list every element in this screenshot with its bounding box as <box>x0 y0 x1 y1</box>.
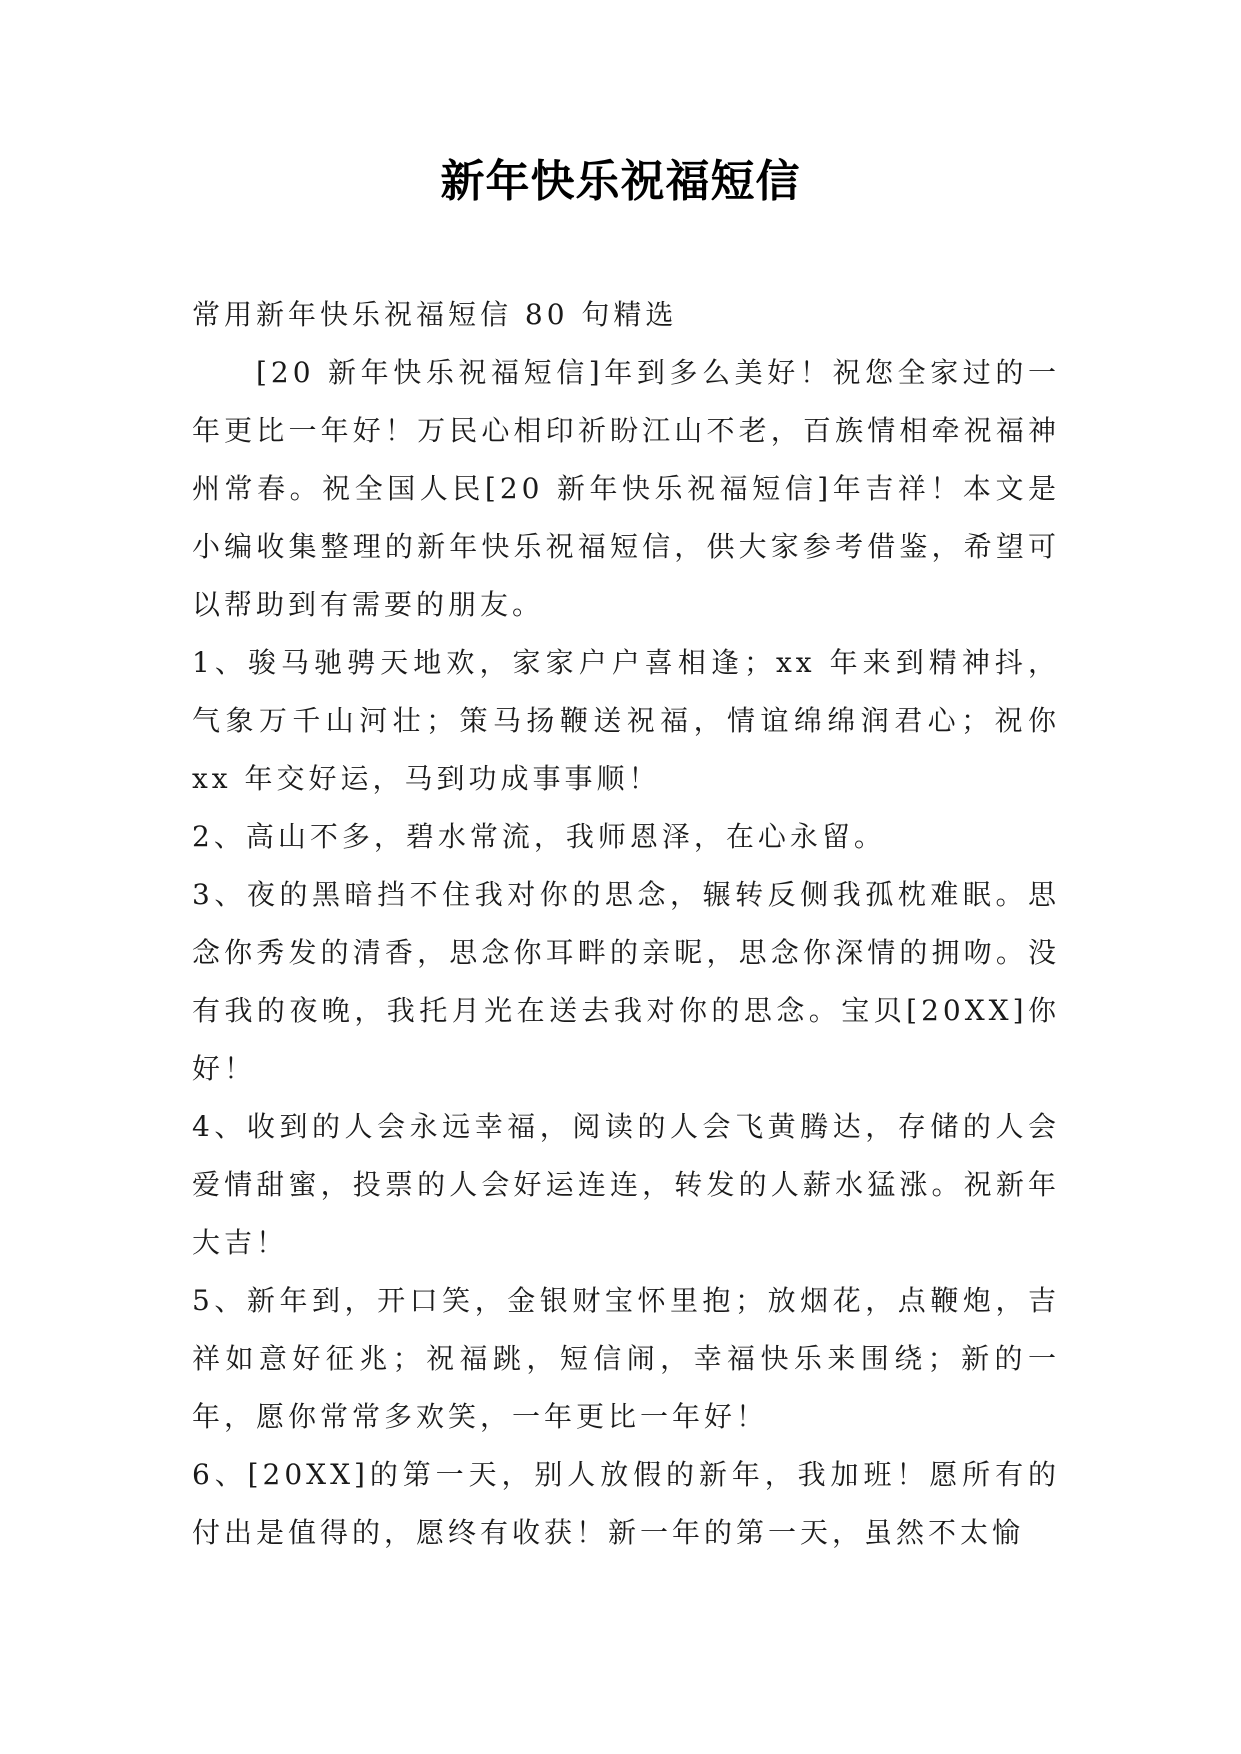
intro-paragraph: [20 新年快乐祝福短信]年到多么美好！祝您全家过的一年更比一年好！万民心相印祈盼江山不老，百族情相牵祝福神州常春。祝全国人民[20 新年快乐祝福短信]年吉祥！本文是小编收集整理的新年快乐祝福短信，供大家参考借鉴，希望可以帮助到有需要的朋友。 <box>192 356 1060 621</box>
greeting-item-1: 1、骏马驰骋天地欢，家家户户喜相逢；xx 年来到精神抖，气象万千山河壮；策马扬鞭送祝福，情谊绵绵润君心；祝你 xx 年交好运，马到功成事事顺！ <box>192 646 1060 795</box>
greeting-item-2: 2、高山不多，碧水常流，我师恩泽，在心永留。 <box>192 820 886 853</box>
greeting-item-4: 4、收到的人会永远幸福，阅读的人会飞黄腾达，存储的人会爱情甜蜜，投票的人会好运连连，转发的人薪水猛涨。祝新年大吉！ <box>192 1110 1060 1259</box>
document-title: 新年快乐祝福短信 <box>440 156 801 207</box>
greeting-item-3: 3、夜的黑暗挡不住我对你的思念，辗转反侧我孤枕难眠。思念你秀发的清香，思念你耳畔的亲昵，思念你深情的拥吻。没有我的夜晚，我托月光在送去我对你的思念。宝贝[20XX]你好！ <box>192 878 1060 1085</box>
document-body <box>192 286 1060 1562</box>
document-subtitle: 常用新年快乐祝福短信 80 句精选 <box>192 298 678 331</box>
greeting-item-6: 6、[20XX]的第一天，别人放假的新年，我加班！愿所有的付出是值得的，愿终有收获！新一年的第一天，虽然不太愉 <box>192 1458 1060 1549</box>
greeting-item-5: 5、新年到，开口笑，金银财宝怀里抱；放烟花，点鞭炮，吉祥如意好征兆；祝福跳，短信闹，幸福快乐来围绕；新的一年，愿你常常多欢笑，一年更比一年好！ <box>192 1284 1060 1433</box>
